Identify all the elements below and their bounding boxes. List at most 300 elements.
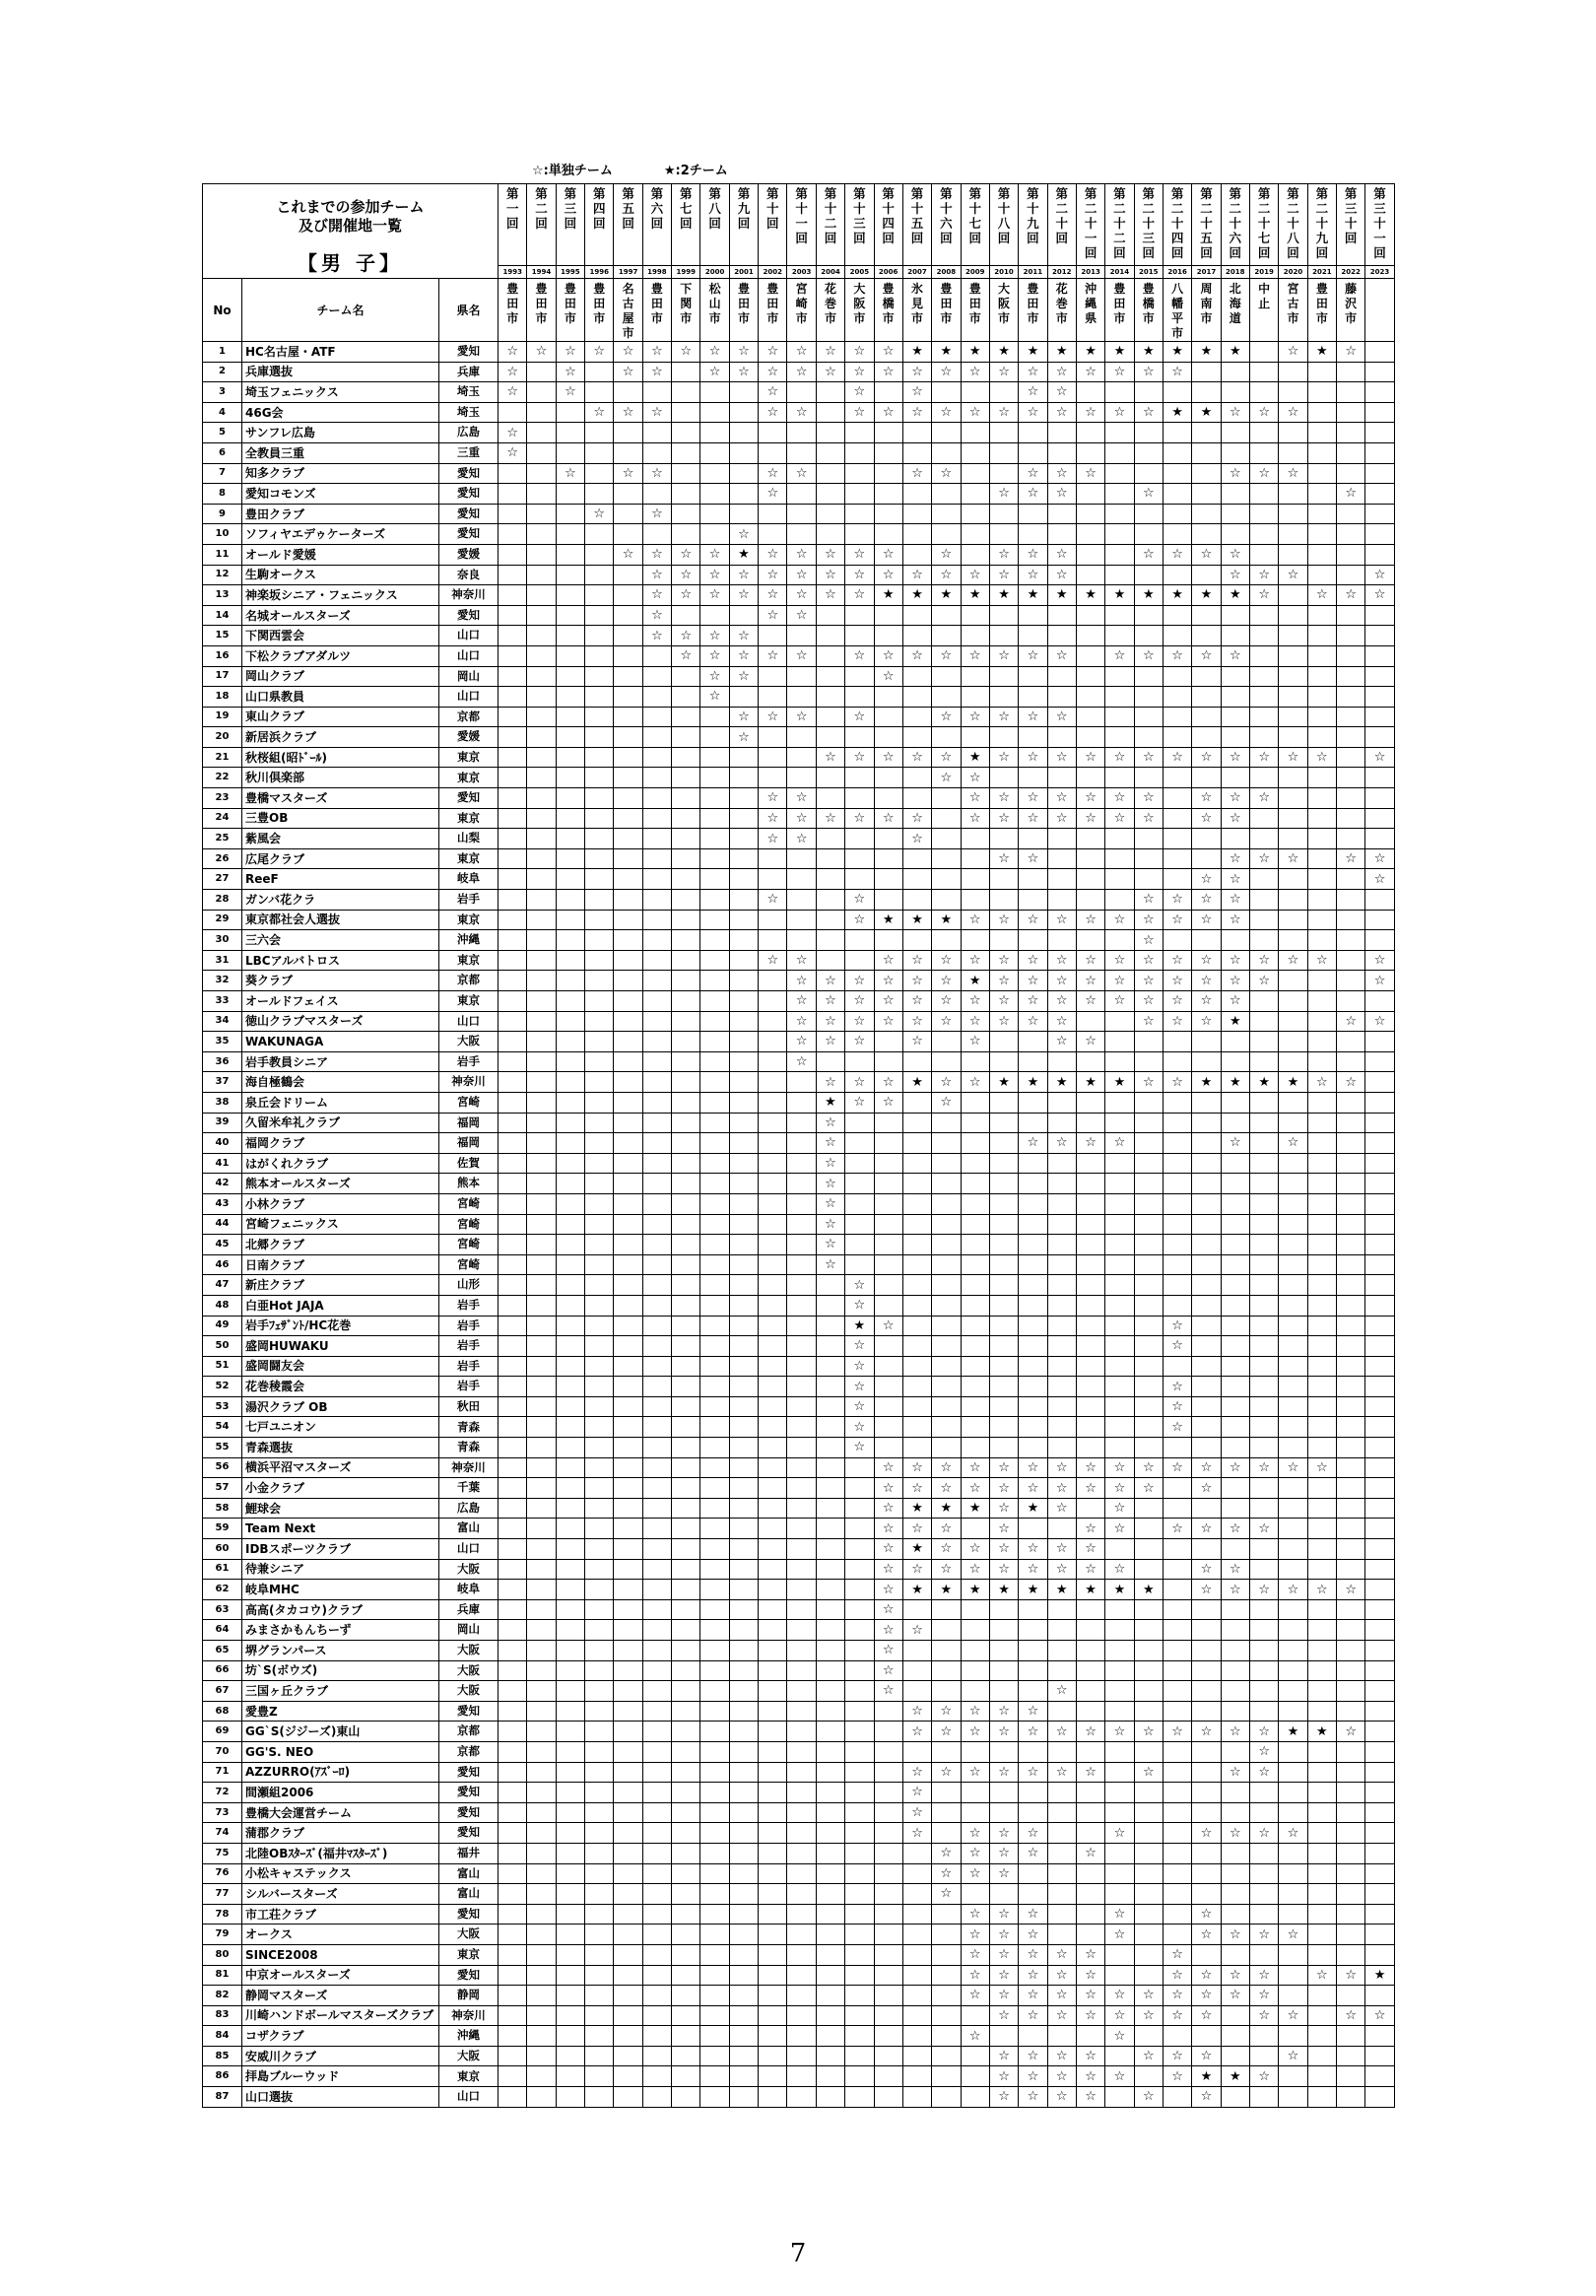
participation-mark: ★ bbox=[1279, 1722, 1307, 1742]
participation-mark: ☆ bbox=[1019, 1559, 1047, 1580]
participation-mark bbox=[1307, 442, 1336, 463]
participation-mark bbox=[1307, 1620, 1336, 1641]
participation-mark bbox=[614, 1863, 642, 1884]
participation-mark bbox=[1019, 869, 1047, 890]
participation-mark: ☆ bbox=[700, 585, 729, 606]
participation-mark: ☆ bbox=[556, 382, 584, 403]
participation-mark bbox=[499, 1275, 527, 1296]
participation-mark bbox=[759, 1863, 787, 1884]
participation-mark: ☆ bbox=[1047, 1722, 1076, 1742]
participation-mark bbox=[845, 1133, 874, 1154]
participation-mark: ☆ bbox=[1134, 890, 1163, 911]
team-name: オークス bbox=[242, 1925, 439, 1945]
participation-mark bbox=[961, 626, 989, 646]
participation-mark: ☆ bbox=[989, 402, 1018, 423]
participation-mark bbox=[1365, 1519, 1394, 1539]
team-prefecture: 宮崎 bbox=[439, 1193, 499, 1214]
participation-mark: ★ bbox=[932, 342, 961, 363]
participation-mark bbox=[1337, 747, 1365, 768]
participation-mark bbox=[1192, 1356, 1221, 1377]
participation-mark: ★ bbox=[816, 1092, 844, 1113]
participation-mark bbox=[845, 1965, 874, 1986]
event-city-char: 縄 bbox=[1085, 297, 1097, 310]
participation-mark bbox=[729, 463, 758, 484]
participation-mark bbox=[614, 1235, 642, 1255]
participation-mark bbox=[1279, 1965, 1307, 1986]
participation-mark bbox=[816, 1336, 844, 1357]
participation-mark bbox=[1163, 666, 1191, 687]
participation-mark bbox=[556, 2046, 584, 2066]
participation-mark bbox=[614, 971, 642, 991]
event-year: 2002 bbox=[759, 266, 787, 279]
participation-mark bbox=[1307, 362, 1336, 382]
participation-mark: ☆ bbox=[989, 1925, 1018, 1945]
participation-mark bbox=[585, 788, 614, 809]
team-prefecture: 広島 bbox=[439, 423, 499, 443]
participation-mark bbox=[874, 1214, 902, 1235]
participation-mark bbox=[874, 1377, 902, 1397]
participation-mark bbox=[1134, 1396, 1163, 1417]
participation-mark bbox=[1105, 687, 1134, 708]
participation-mark bbox=[614, 1316, 642, 1336]
participation-mark bbox=[787, 1092, 816, 1113]
participation-mark bbox=[1076, 1356, 1104, 1377]
participation-mark bbox=[816, 2046, 844, 2066]
participation-mark bbox=[556, 585, 584, 606]
participation-mark bbox=[700, 1336, 729, 1357]
participation-mark bbox=[499, 504, 527, 524]
participation-mark bbox=[1221, 484, 1249, 505]
participation-mark bbox=[1337, 1092, 1365, 1113]
participation-mark bbox=[614, 1072, 642, 1093]
participation-mark bbox=[1307, 1641, 1336, 1661]
event-label-char: 第 bbox=[1142, 186, 1156, 201]
participation-mark: ☆ bbox=[1192, 1823, 1221, 1844]
participation-mark: ☆ bbox=[1105, 1925, 1134, 1945]
participation-mark bbox=[585, 1783, 614, 1803]
participation-mark bbox=[816, 504, 844, 524]
participation-mark bbox=[1105, 484, 1134, 505]
participation-mark bbox=[499, 1802, 527, 1823]
participation-mark bbox=[1047, 1235, 1076, 1255]
participation-mark bbox=[499, 1356, 527, 1377]
participation-mark bbox=[700, 768, 729, 788]
participation-mark bbox=[1365, 605, 1394, 626]
event-label-char: 十 bbox=[1344, 216, 1358, 231]
team-number: 66 bbox=[203, 1660, 242, 1681]
participation-mark: ☆ bbox=[1019, 950, 1047, 971]
participation-mark bbox=[499, 565, 527, 585]
participation-mark: ★ bbox=[1221, 1011, 1249, 1032]
participation-mark bbox=[1365, 910, 1394, 930]
team-number: 72 bbox=[203, 1783, 242, 1803]
event-city-char: 市 bbox=[535, 311, 548, 325]
participation-mark: ☆ bbox=[499, 342, 527, 363]
event-label bbox=[845, 184, 874, 266]
participation-mark bbox=[816, 1884, 844, 1905]
participation-mark bbox=[1019, 1741, 1047, 1762]
participation-mark: ☆ bbox=[1105, 2005, 1134, 2026]
participation-mark bbox=[787, 1641, 816, 1661]
event-city-char: 豊 bbox=[593, 282, 606, 296]
participation-mark bbox=[1279, 1599, 1307, 1620]
participation-mark bbox=[1249, 869, 1278, 890]
participation-mark bbox=[527, 890, 556, 911]
participation-mark: ☆ bbox=[932, 1722, 961, 1742]
participation-mark: ☆ bbox=[816, 1193, 844, 1214]
participation-mark bbox=[1134, 1925, 1163, 1945]
participation-mark bbox=[556, 1174, 584, 1194]
participation-mark bbox=[1076, 423, 1104, 443]
event-label-char: 十 bbox=[882, 201, 895, 216]
event-label-char: 一 bbox=[505, 201, 519, 216]
participation-mark: ☆ bbox=[1047, 2066, 1076, 2087]
participation-mark bbox=[1134, 1113, 1163, 1133]
participation-mark bbox=[642, 1356, 671, 1377]
participation-mark bbox=[527, 1478, 556, 1499]
participation-mark bbox=[902, 1275, 931, 1296]
participation-mark: ☆ bbox=[642, 626, 671, 646]
participation-mark bbox=[1221, 768, 1249, 788]
participation-mark bbox=[614, 1174, 642, 1194]
team-prefecture: 愛知 bbox=[439, 1904, 499, 1925]
event-label-char: 回 bbox=[680, 216, 693, 231]
participation-mark bbox=[499, 1559, 527, 1580]
participation-mark bbox=[816, 1539, 844, 1560]
participation-mark bbox=[1047, 1377, 1076, 1397]
participation-mark bbox=[845, 1235, 874, 1255]
participation-mark bbox=[961, 1802, 989, 1823]
participation-mark: ☆ bbox=[787, 402, 816, 423]
participation-mark bbox=[1365, 808, 1394, 829]
event-label-char: 三 bbox=[1142, 231, 1156, 245]
participation-mark bbox=[556, 687, 584, 708]
participation-mark bbox=[499, 1641, 527, 1661]
team-prefecture: 大阪 bbox=[439, 1925, 499, 1945]
participation-mark bbox=[787, 1823, 816, 1844]
participation-mark bbox=[1076, 1660, 1104, 1681]
participation-mark bbox=[1105, 1356, 1134, 1377]
participation-mark bbox=[672, 1396, 700, 1417]
participation-mark bbox=[614, 1904, 642, 1925]
participation-mark bbox=[614, 2046, 642, 2066]
participation-mark: ☆ bbox=[1047, 2087, 1076, 2108]
participation-mark bbox=[729, 1783, 758, 1803]
participation-mark: ★ bbox=[874, 910, 902, 930]
participation-mark bbox=[527, 1741, 556, 1762]
participation-mark bbox=[556, 1457, 584, 1478]
participation-mark bbox=[961, 1051, 989, 1072]
participation-mark bbox=[1307, 1174, 1336, 1194]
participation-mark bbox=[961, 930, 989, 951]
participation-mark bbox=[1134, 605, 1163, 626]
participation-mark bbox=[932, 2026, 961, 2047]
participation-mark bbox=[642, 1660, 671, 1681]
participation-mark bbox=[845, 1802, 874, 1823]
participation-mark bbox=[759, 1802, 787, 1823]
participation-mark bbox=[1249, 1092, 1278, 1113]
participation-mark bbox=[672, 1113, 700, 1133]
team-name: WAKUNAGA bbox=[242, 1032, 439, 1052]
participation-mark bbox=[729, 1944, 758, 1965]
participation-mark bbox=[759, 1438, 787, 1458]
participation-mark: ☆ bbox=[874, 1498, 902, 1519]
participation-mark: ☆ bbox=[989, 910, 1018, 930]
event-label bbox=[902, 184, 931, 266]
participation-mark bbox=[1163, 1032, 1191, 1052]
participation-mark bbox=[585, 1701, 614, 1722]
participation-mark bbox=[816, 2066, 844, 2087]
participation-mark bbox=[642, 645, 671, 666]
team-number: 71 bbox=[203, 1762, 242, 1783]
participation-mark bbox=[614, 1457, 642, 1478]
participation-mark: ☆ bbox=[787, 585, 816, 606]
participation-mark: ☆ bbox=[845, 1377, 874, 1397]
participation-mark bbox=[932, 1965, 961, 1986]
participation-mark bbox=[1221, 1417, 1249, 1438]
participation-mark bbox=[729, 1884, 758, 1905]
participation-mark bbox=[1134, 565, 1163, 585]
participation-mark bbox=[961, 1641, 989, 1661]
participation-mark: ★ bbox=[961, 342, 989, 363]
participation-mark bbox=[1279, 829, 1307, 849]
participation-mark bbox=[816, 930, 844, 951]
participation-mark bbox=[1365, 1762, 1394, 1783]
participation-mark bbox=[1192, 768, 1221, 788]
participation-mark bbox=[1249, 1133, 1278, 1154]
participation-mark bbox=[874, 442, 902, 463]
participation-mark bbox=[499, 1011, 527, 1032]
participation-mark bbox=[1249, 1498, 1278, 1519]
participation-mark bbox=[1307, 1660, 1336, 1681]
participation-mark bbox=[614, 1559, 642, 1580]
event-label-char: 九 bbox=[1027, 216, 1039, 231]
participation-mark bbox=[729, 2005, 758, 2026]
participation-mark bbox=[787, 687, 816, 708]
participation-mark bbox=[759, 1559, 787, 1580]
participation-mark bbox=[1047, 687, 1076, 708]
participation-mark bbox=[527, 1092, 556, 1113]
participation-mark bbox=[556, 402, 584, 423]
participation-mark bbox=[1076, 1741, 1104, 1762]
participation-mark bbox=[729, 1965, 758, 1986]
participation-mark bbox=[759, 727, 787, 748]
participation-mark bbox=[816, 1904, 844, 1925]
participation-mark bbox=[1307, 971, 1336, 991]
participation-mark bbox=[1337, 2087, 1365, 2108]
participation-mark bbox=[1307, 1193, 1336, 1214]
participation-mark: ☆ bbox=[1337, 342, 1365, 363]
participation-mark bbox=[874, 848, 902, 869]
participation-mark bbox=[1279, 1295, 1307, 1316]
participation-mark: ☆ bbox=[816, 1133, 844, 1154]
participation-mark bbox=[1076, 2026, 1104, 2047]
participation-mark bbox=[700, 1904, 729, 1925]
participation-mark: ☆ bbox=[845, 1356, 874, 1377]
team-name: オールド愛媛 bbox=[242, 544, 439, 565]
participation-mark: ☆ bbox=[1019, 991, 1047, 1012]
participation-mark: ☆ bbox=[989, 747, 1018, 768]
participation-mark bbox=[816, 382, 844, 403]
participation-mark: ☆ bbox=[1134, 788, 1163, 809]
participation-mark bbox=[1076, 645, 1104, 666]
participation-mark bbox=[787, 2026, 816, 2047]
participation-mark bbox=[1279, 1478, 1307, 1499]
participation-mark: ☆ bbox=[1047, 565, 1076, 585]
participation-mark bbox=[700, 1417, 729, 1438]
participation-mark bbox=[1192, 1863, 1221, 1884]
participation-mark: ☆ bbox=[1134, 991, 1163, 1012]
participation-mark: ☆ bbox=[1047, 1986, 1076, 2006]
participation-mark: ☆ bbox=[759, 829, 787, 849]
table-row bbox=[203, 423, 1395, 443]
participation-mark bbox=[932, 848, 961, 869]
participation-mark bbox=[932, 829, 961, 849]
participation-mark: ☆ bbox=[961, 645, 989, 666]
event-label-char: 十 bbox=[1229, 216, 1242, 231]
participation-mark bbox=[1337, 1783, 1365, 1803]
team-prefecture: 愛知 bbox=[439, 342, 499, 363]
participation-mark bbox=[1279, 544, 1307, 565]
participation-mark bbox=[759, 1295, 787, 1316]
participation-mark bbox=[1105, 890, 1134, 911]
event-label bbox=[585, 184, 614, 266]
participation-mark bbox=[1192, 1641, 1221, 1661]
participation-mark bbox=[1105, 1295, 1134, 1316]
participation-mark bbox=[672, 829, 700, 849]
participation-mark bbox=[1279, 1235, 1307, 1255]
participation-mark bbox=[1337, 1174, 1365, 1194]
participation-mark bbox=[902, 626, 931, 646]
team-prefecture: 三重 bbox=[439, 442, 499, 463]
participation-mark bbox=[556, 1965, 584, 1986]
participation-mark bbox=[1192, 1254, 1221, 1275]
participation-mark bbox=[556, 544, 584, 565]
participation-mark bbox=[1047, 930, 1076, 951]
participation-mark bbox=[1076, 848, 1104, 869]
participation-mark: ☆ bbox=[1221, 890, 1249, 911]
participation-mark: ☆ bbox=[1192, 869, 1221, 890]
participation-mark bbox=[759, 1051, 787, 1072]
participation-mark bbox=[1249, 524, 1278, 545]
event-city-char: 花 bbox=[1055, 282, 1068, 296]
event-city-char: 豊 bbox=[882, 282, 895, 296]
participation-mark bbox=[642, 707, 671, 727]
team-number: 62 bbox=[203, 1580, 242, 1600]
participation-mark bbox=[1019, 1113, 1047, 1133]
participation-mark bbox=[989, 1336, 1018, 1357]
participation-mark bbox=[961, 442, 989, 463]
participation-mark bbox=[614, 524, 642, 545]
participation-mark bbox=[642, 930, 671, 951]
participation-mark bbox=[1105, 1701, 1134, 1722]
participation-mark bbox=[672, 747, 700, 768]
participation-mark bbox=[700, 971, 729, 991]
participation-mark bbox=[1365, 1580, 1394, 1600]
participation-mark bbox=[527, 1396, 556, 1417]
participation-mark: ☆ bbox=[932, 463, 961, 484]
participation-mark bbox=[556, 2026, 584, 2047]
participation-mark bbox=[1047, 1336, 1076, 1357]
participation-mark bbox=[1279, 362, 1307, 382]
participation-mark bbox=[1192, 1051, 1221, 1072]
participation-mark: ☆ bbox=[845, 342, 874, 363]
participation-mark: ☆ bbox=[1192, 991, 1221, 1012]
participation-mark: ☆ bbox=[1192, 544, 1221, 565]
participation-mark: ☆ bbox=[1105, 2026, 1134, 2047]
participation-mark: ☆ bbox=[1365, 1011, 1394, 1032]
participation-mark bbox=[642, 1316, 671, 1336]
participation-mark bbox=[1105, 1032, 1134, 1052]
participation-mark bbox=[1337, 1113, 1365, 1133]
participation-mark bbox=[845, 442, 874, 463]
participation-mark bbox=[845, 666, 874, 687]
participation-mark bbox=[585, 2005, 614, 2026]
participation-mark bbox=[527, 808, 556, 829]
participation-mark bbox=[729, 930, 758, 951]
participation-mark bbox=[527, 971, 556, 991]
participation-mark bbox=[527, 2046, 556, 2066]
table-row bbox=[203, 950, 1395, 971]
participation-mark bbox=[1307, 1823, 1336, 1844]
participation-mark bbox=[1307, 991, 1336, 1012]
participation-mark bbox=[556, 1275, 584, 1296]
participation-mark: ☆ bbox=[1047, 1457, 1076, 1478]
team-name: 堺グランパース bbox=[242, 1641, 439, 1661]
participation-mark: ☆ bbox=[1134, 971, 1163, 991]
participation-mark: ☆ bbox=[1249, 1823, 1278, 1844]
participation-mark: ☆ bbox=[1221, 1986, 1249, 2006]
participation-mark bbox=[1163, 1478, 1191, 1499]
participation-mark bbox=[527, 768, 556, 788]
participation-mark: ☆ bbox=[989, 1722, 1018, 1742]
table-row bbox=[203, 463, 1395, 484]
participation-mark: ☆ bbox=[1047, 788, 1076, 809]
participation-mark bbox=[1221, 1701, 1249, 1722]
participation-mark: ☆ bbox=[989, 1519, 1018, 1539]
participation-mark: ☆ bbox=[1221, 910, 1249, 930]
participation-mark bbox=[729, 1316, 758, 1336]
participation-mark: ☆ bbox=[759, 950, 787, 971]
participation-mark: ☆ bbox=[845, 402, 874, 423]
participation-mark: ☆ bbox=[902, 1762, 931, 1783]
participation-mark: ☆ bbox=[932, 1559, 961, 1580]
participation-mark bbox=[902, 1092, 931, 1113]
participation-mark bbox=[1365, 788, 1394, 809]
participation-mark bbox=[1192, 1377, 1221, 1397]
participation-mark bbox=[1019, 626, 1047, 646]
participation-mark bbox=[729, 1396, 758, 1417]
team-name: 三国ヶ丘クラブ bbox=[242, 1681, 439, 1702]
participation-mark bbox=[1134, 1153, 1163, 1174]
participation-mark: ☆ bbox=[1076, 2087, 1104, 2108]
participation-mark: ☆ bbox=[1047, 2046, 1076, 2066]
participation-mark bbox=[1365, 2087, 1394, 2108]
team-name: 青森選抜 bbox=[242, 1438, 439, 1458]
event-label bbox=[759, 184, 787, 266]
participation-mark bbox=[989, 1092, 1018, 1113]
participation-mark: ☆ bbox=[932, 1701, 961, 1722]
participation-mark bbox=[1365, 1904, 1394, 1925]
participation-mark bbox=[1365, 930, 1394, 951]
participation-mark bbox=[1134, 727, 1163, 748]
participation-mark bbox=[700, 1396, 729, 1417]
participation-mark bbox=[585, 971, 614, 991]
participation-mark bbox=[1192, 362, 1221, 382]
participation-mark bbox=[1307, 524, 1336, 545]
participation-mark bbox=[759, 1193, 787, 1214]
team-prefecture: 京都 bbox=[439, 1741, 499, 1762]
